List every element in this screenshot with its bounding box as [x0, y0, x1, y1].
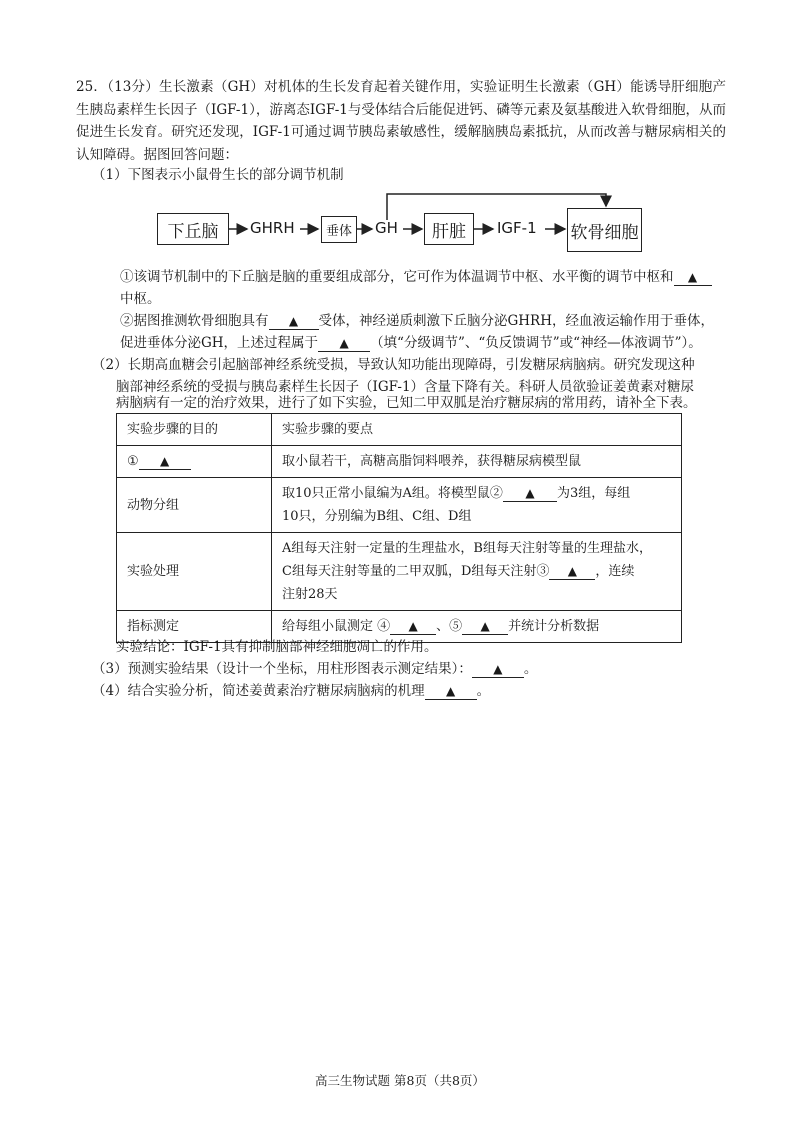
table-cell: [272, 533, 682, 611]
sub-question-2-text: （填“分级调节”、“负反馈调节”或“神经—体液调节”）。: [370, 335, 702, 351]
part2-line1: （2）长期高血糖会引起脑部神经系统受损，导致认知功能出现障碍，引发糖尿病脑病。研究发现这种: [92, 357, 695, 373]
gh-label: GH: [375, 219, 398, 237]
sub-question-2-text: ②据图推测软骨细胞具有: [120, 313, 269, 329]
table-row: [117, 533, 682, 611]
part4-text: （4）结合实验分析，简述姜黄素治疗糖尿病脑病的机理: [92, 683, 425, 699]
part1-heading: （1）下图表示小鼠骨生长的部分调节机制: [92, 167, 344, 183]
table-header-cell: 实验步骤的目的: [117, 414, 272, 446]
cell-text: 10只，分别编为B组、C组、D组: [282, 509, 472, 524]
igf-label: IGF-1: [497, 219, 537, 237]
page-footer: 高三生物试题 第8页（共8页）: [315, 1073, 485, 1088]
sub-question-2-text: 促进垂体分泌GH，上述过程属于: [120, 335, 319, 351]
table-cell: 取小鼠若干，高糖高脂饲料喂养，获得糖尿病模型鼠: [272, 446, 682, 478]
part4-question: [92, 680, 490, 702]
hypothalamus-box: 下丘脑: [157, 213, 229, 245]
answer-blank[interactable]: ▲: [472, 661, 524, 678]
answer-blank[interactable]: ▲: [139, 453, 191, 470]
table-row: [117, 446, 682, 478]
experiment-table: [116, 413, 682, 643]
sub-question-2-line1: [120, 310, 714, 332]
answer-blank[interactable]: ▲: [674, 269, 712, 286]
cell-text: A组每天注射一定量的生理盐水，B组每天注射等量的生理盐水，: [282, 541, 652, 556]
cell-text: 注射28天: [282, 587, 338, 602]
cell-text: ①: [127, 454, 139, 469]
part2-line2: 脑部神经系统的受损与胰岛素样生长因子（IGF-1）含量下降有关。科研人员欲验证姜黄素对糖尿: [116, 379, 695, 395]
cell-text: 为3组，每组: [556, 486, 631, 501]
answer-blank[interactable]: ▲: [462, 618, 508, 635]
answer-blank[interactable]: ▲: [318, 335, 370, 352]
table-row: [117, 414, 682, 446]
sub-question-2-text: 受体，神经递质刺激下丘脑分泌GHRH，经血液运输作用于垂体，: [318, 313, 714, 329]
sub-question-1-text: ①该调节机制中的下丘脑是脑的重要组成部分，它可作为体温调节中枢、水平衡的调节中枢和: [120, 269, 674, 285]
answer-blank[interactable]: ▲: [549, 563, 595, 580]
table-cell: 实验处理: [117, 533, 272, 611]
part3-question: [92, 658, 537, 680]
cell-text: 取10只正常小鼠编为A组。将模型鼠②: [282, 486, 503, 501]
liver-box: 肝脏: [424, 213, 474, 245]
answer-blank[interactable]: ▲: [390, 618, 436, 635]
part4-end: 。: [476, 683, 491, 699]
part2-line3: 病脑病有一定的治疗效果，进行了如下实验，已知二甲双胍是治疗糖尿病的常用药，请补全下表。: [116, 395, 697, 411]
diagram-arrows: [0, 0, 800, 270]
table-cell: 指标测定: [117, 611, 272, 643]
cell-text: 、⑤: [436, 619, 463, 634]
part3-end: 。: [523, 661, 538, 677]
sub-question-2-line2: [120, 332, 702, 354]
table-row: [117, 478, 682, 533]
cell-text: ，连续: [595, 564, 635, 579]
table-cell: 动物分组: [117, 478, 272, 533]
experiment-conclusion: 实验结论：IGF-1具有抑制脑部神经细胞凋亡的作用。: [116, 639, 438, 655]
sub-question-1: [120, 266, 712, 288]
table-cell: [272, 478, 682, 533]
answer-blank[interactable]: ▲: [425, 683, 477, 700]
sub-question-1-end: 中枢。: [120, 291, 161, 307]
cell-text: C组每天注射等量的二甲双胍，D组每天注射③: [282, 564, 550, 579]
answer-blank[interactable]: ▲: [269, 313, 319, 330]
cell-text: 并统计分析数据: [508, 619, 600, 634]
cell-text: 给每组小鼠测定 ④: [282, 619, 391, 634]
chondrocyte-box: 软骨细胞: [567, 208, 642, 252]
part3-text: （3）预测实验结果（设计一个坐标，用柱形图表示测定结果）：: [92, 661, 472, 677]
table-header-cell: 实验步骤的要点: [272, 414, 682, 446]
ghrh-label: GHRH: [250, 219, 295, 237]
question-intro: 25．（13分）生长激素（GH）对机体的生长发育起着关键作用，实验证明生长激素（GH）能诱导肝细胞产生胰岛素样生长因子（IGF-1），游离态IGF-1与受体结合后能促进钙、磷等元素及氨基酸进入软骨细胞，从而促进生长发育。研究还发现，IGF-1可通过调节胰岛素敏感性，缓解脑胰岛素抵抗，从而改善与糖尿病相关的认知障碍。据图回答问题：: [76, 79, 726, 163]
pituitary-box: 垂体: [321, 216, 357, 243]
table-cell: [117, 446, 272, 478]
answer-blank[interactable]: ▲: [503, 485, 557, 502]
